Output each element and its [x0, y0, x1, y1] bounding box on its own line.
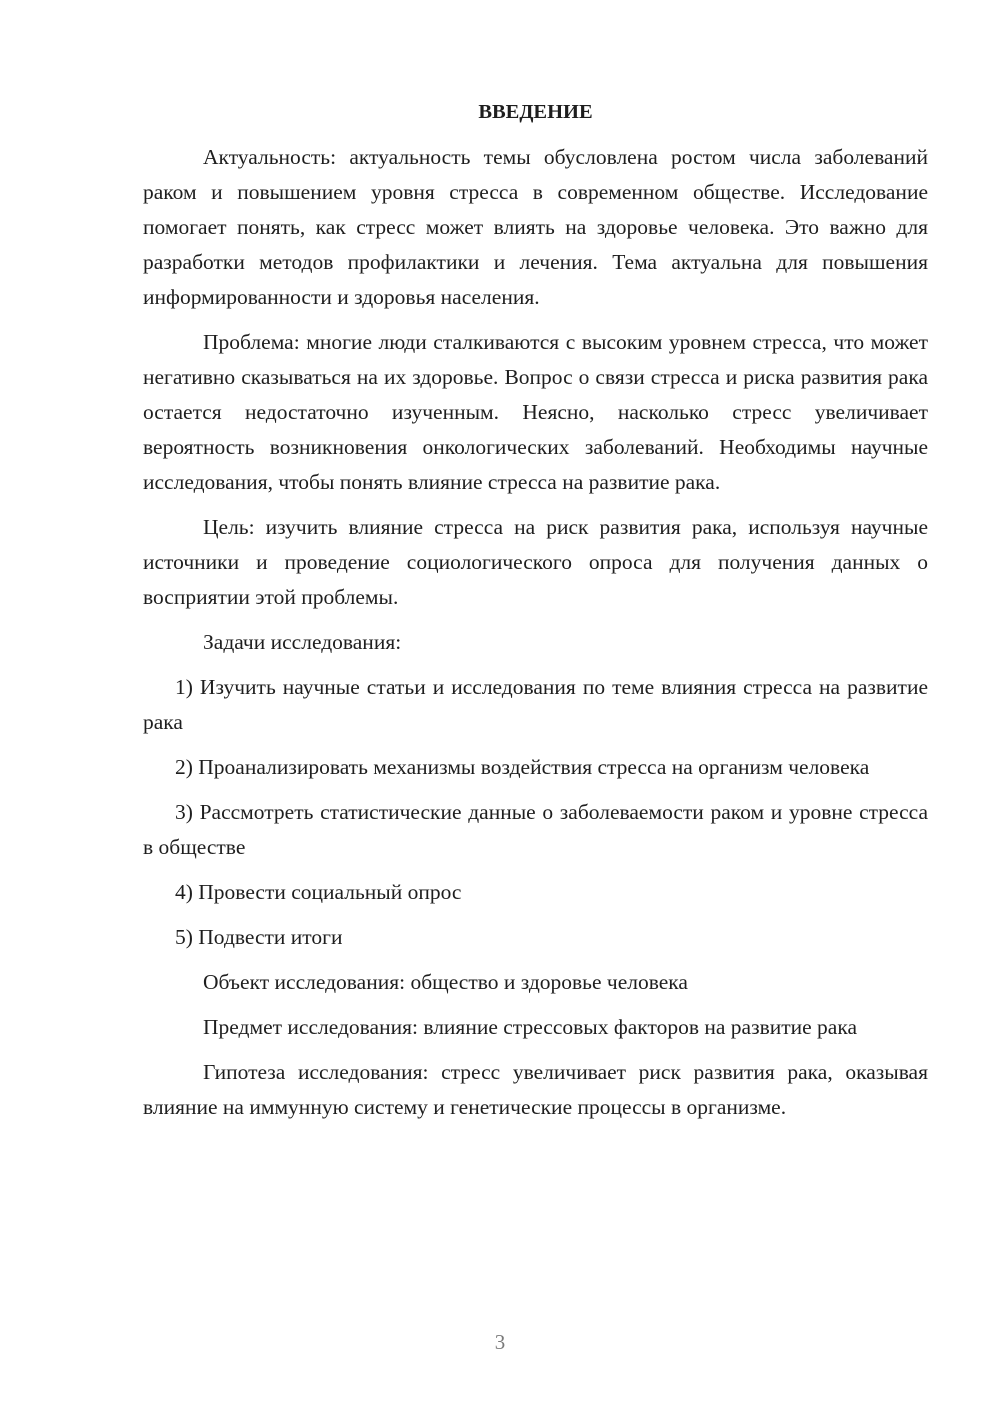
task-item-4: 4) Провести социальный опрос: [175, 880, 462, 904]
page-number: 3: [494, 1330, 506, 1354]
subject-paragraph: Предмет исследования: влияние стрессовых факторов на развитие рака: [203, 1015, 857, 1039]
task-item-1: 1) Изучить научные статьи и исследования по теме влияния стресса на развитие рака: [143, 675, 928, 734]
task-item-2: 2) Проанализировать механизмы воздействия стресса на организм человека: [175, 755, 870, 779]
object-paragraph: Объект исследования: общество и здоровье человека: [203, 970, 688, 994]
tasks-heading: Задачи исследования:: [203, 630, 402, 654]
task-item-3: 3) Рассмотреть статистические данные о заболеваемости раком и уровне стресса в обществе: [143, 800, 928, 859]
document-body: [143, 96, 928, 1135]
goal-paragraph: Цель: изучить влияние стресса на риск развития рака, используя научные источники и проведение социологического опроса для получения данных о восприятии этой проблемы.: [143, 515, 928, 609]
task-item-5: 5) Подвести итоги: [175, 925, 343, 949]
tasks-list: [143, 670, 928, 955]
hypothesis-paragraph: Гипотеза исследования: стресс увеличивает риск развития рака, оказывая влияние на иммунную систему и генетические процессы в организме.: [143, 1060, 928, 1119]
problem-paragraph: Проблема: многие люди сталкиваются с высоким уровнем стресса, что может негативно сказываться на их здоровье. Вопрос о связи стресса и риска развития рака остается недостаточно изученным. Неясно, насколько стресс увеличивает вероятность возникновения онкологических заболеваний. Необходимы научные исследования, чтобы понять влияние стресса на развитие рака.: [143, 330, 928, 494]
section-title: ВВЕДЕНИЕ: [478, 101, 593, 123]
relevance-paragraph: Актуальность: актуальность темы обусловлена ростом числа заболеваний раком и повышением уровня стресса в современном обществе. Исследование помогает понять, как стресс может влиять на здоровье человека. Это важно для разработки методов профилактики и лечения. Тема актуальна для повышения информированности и здоровья населения.: [143, 145, 928, 309]
